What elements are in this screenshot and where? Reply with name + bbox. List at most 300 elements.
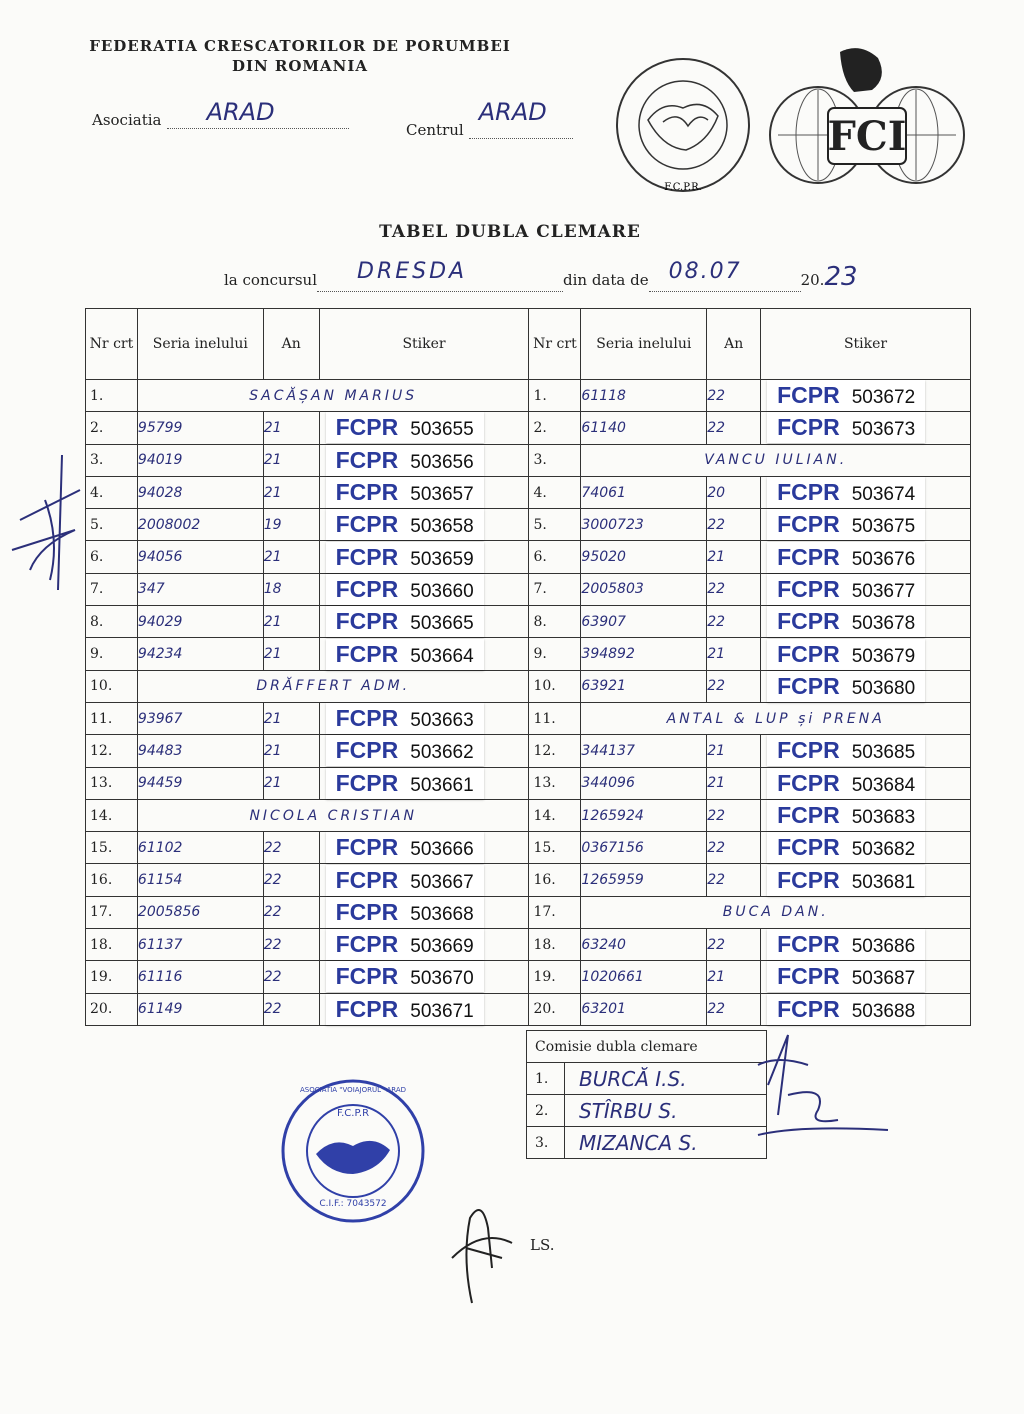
sticker-label [326,574,484,605]
federation-line2: DIN ROMANIA [231,57,369,75]
ring-year: 22 [263,896,319,928]
sticker-number: 503657 [410,484,474,506]
ring-series: 0367156 [581,832,707,864]
sticker-label [767,994,925,1025]
sticker-number: 503661 [410,774,474,796]
header-stiker-left: Stiker [319,309,529,380]
sticker-number: 503672 [851,387,916,409]
ring-year: 22 [707,799,761,831]
ring-year: 21 [263,702,319,734]
ring-series: 63240 [581,929,707,961]
row-number: 5. [86,509,138,541]
sticker-cell [761,509,971,541]
sticker-number: 503682 [851,839,916,861]
row-number: 7. [529,573,581,605]
stamp-abbr: F.C.P.R [336,1108,370,1119]
sticker-number: 503675 [851,516,916,538]
ring-series: 63921 [581,670,707,702]
sticker-number: 503669 [410,936,474,958]
sticker-cell [319,993,529,1025]
sticker-label [326,832,484,863]
table-row [86,573,971,605]
ring-series: 2008002 [137,509,263,541]
table-row [86,993,971,1025]
sticker-number: 503674 [851,484,916,506]
ring-series: 94028 [137,476,263,508]
owner-name: NICOLA CRISTIAN [137,799,529,831]
row-number: 6. [86,541,138,573]
ring-series: 94483 [137,735,263,767]
ring-series: 94234 [137,638,263,670]
sticker-prefix: FCPR [335,543,399,570]
commission-name: STÎRBU S. [565,1095,767,1127]
sticker-number: 503677 [851,580,916,602]
asociatia-value: ARAD [206,98,275,126]
sticker-number: 503664 [410,645,474,667]
sticker-number: 503665 [410,613,474,635]
sticker-cell [319,896,529,928]
ring-year: 22 [707,670,761,702]
owner-name: ANTAL & LUP și PRENA [581,702,971,734]
row-number: 4. [86,476,138,508]
row-number: 8. [529,606,581,638]
association-stamp [278,1076,428,1226]
sticker-prefix: FCPR [335,931,399,958]
header-seria-left: Seria inelului [137,309,263,380]
sticker-cell [761,767,971,799]
table-row [86,606,971,638]
commission-row [527,1095,767,1127]
president-signature [442,1198,522,1308]
sticker-cell [319,541,529,573]
fcpr-logo-abbr: F.C.P.R. [664,182,702,193]
table-row [86,799,971,831]
concurs-dots [317,259,563,292]
sticker-label [326,994,484,1025]
ring-year: 21 [263,606,319,638]
row-number: 2. [529,412,581,444]
sticker-label [326,929,484,960]
ring-series: 61137 [137,929,263,961]
table-row [86,896,971,928]
ring-year: 22 [707,606,761,638]
sticker-prefix: FCPR [777,608,840,635]
concurs-label: la concursul [224,271,317,289]
ring-series: 94056 [137,541,263,573]
sticker-number: 503663 [410,710,474,732]
ring-year: 19 [263,509,319,541]
commission-nr: 2. [527,1095,565,1127]
ring-year: 22 [263,929,319,961]
header-stiker-right: Stiker [761,309,971,380]
ring-series: 61102 [137,832,263,864]
ring-year: 21 [263,476,319,508]
sticker-number: 503673 [851,419,916,441]
sticker-cell [319,476,529,508]
row-number: 12. [86,735,138,767]
sticker-cell [761,541,971,573]
ring-year: 22 [707,929,761,961]
ring-year: 21 [707,735,761,767]
commission-title: Comisie dubla clemare [527,1031,767,1063]
sticker-label [767,961,925,992]
row-number: 16. [529,864,581,896]
sticker-cell [319,929,529,961]
header-seria-right: Seria inelului [581,309,707,380]
sticker-cell [319,702,529,734]
ring-year: 20 [707,476,761,508]
ring-year: 22 [707,993,761,1025]
sticker-prefix: FCPR [335,866,399,893]
ring-series: 61118 [581,380,707,412]
sticker-prefix: FCPR [335,834,399,861]
centrul-value: ARAD [478,98,547,126]
sticker-cell [761,606,971,638]
sticker-cell [319,735,529,767]
commission-nr: 1. [527,1063,565,1095]
ring-year: 22 [707,832,761,864]
table-row [86,735,971,767]
ring-year: 22 [263,864,319,896]
sticker-number: 503687 [851,968,916,990]
ring-year: 21 [263,638,319,670]
sticker-label [326,703,484,734]
row-number: 1. [86,380,138,412]
ring-year: 21 [263,541,319,573]
row-number: 1. [529,380,581,412]
owner-name: BUCA DAN. [581,896,971,928]
sticker-prefix: FCPR [777,995,840,1022]
sticker-label [767,574,925,605]
ls-label: LS. [530,1236,555,1254]
ring-series: 94029 [137,606,263,638]
ring-series: 1265924 [581,799,707,831]
sticker-prefix: FCPR [335,640,399,667]
sticker-cell [319,573,529,605]
sticker-cell [761,799,971,831]
data-dots [649,259,801,292]
ring-series: 3000723 [581,509,707,541]
sticker-prefix: FCPR [335,414,399,441]
ring-series: 61149 [137,993,263,1025]
sticker-label [767,832,925,863]
year-value: 23 [824,262,858,292]
row-number: 20. [86,993,138,1025]
sticker-cell [761,832,971,864]
data-label: din data de [563,271,649,289]
sticker-prefix: FCPR [777,834,840,861]
sticker-number: 503680 [851,677,916,699]
sticker-cell [761,670,971,702]
row-number: 11. [86,702,138,734]
ring-year: 22 [263,993,319,1025]
clemare-table [85,308,971,1026]
sticker-cell [319,961,529,993]
ring-series: 94019 [137,444,263,476]
row-number: 13. [529,767,581,799]
row-number: 17. [529,896,581,928]
row-number: 10. [529,670,581,702]
data-value: 08.07 [668,259,742,284]
row-number: 9. [529,638,581,670]
sticker-prefix: FCPR [777,575,840,602]
header-nr-right: Nr crt [529,309,581,380]
ring-series: 2005856 [137,896,263,928]
table-row [86,961,971,993]
ring-year: 22 [707,412,761,444]
row-number: 19. [86,961,138,993]
row-number: 5. [529,509,581,541]
sticker-number: 503662 [410,742,474,764]
owner-name: DRĂFFERT ADM. [137,670,529,702]
sticker-number: 503656 [410,451,474,473]
table-row [86,444,971,476]
ring-year: 21 [707,638,761,670]
sticker-label [767,542,925,573]
header-an-right: An [707,309,761,380]
asociatia-field [92,98,349,129]
sticker-label [767,606,925,637]
sticker-prefix: FCPR [777,931,840,958]
row-number: 20. [529,993,581,1025]
sticker-number: 503671 [410,1000,474,1022]
row-number: 15. [529,832,581,864]
row-number: 14. [86,799,138,831]
ring-year: 21 [263,412,319,444]
centrul-line [469,98,573,139]
sticker-cell [761,380,971,412]
sticker-prefix: FCPR [335,737,399,764]
fci-logo-text: FCI [827,113,907,160]
sticker-prefix: FCPR [777,769,840,796]
ring-series: 344096 [581,767,707,799]
commission-table [526,1030,767,1159]
ring-series: 344137 [581,735,707,767]
table-row [86,864,971,896]
sticker-cell [761,993,971,1025]
sticker-cell [319,509,529,541]
sticker-cell [761,476,971,508]
ring-series: 61154 [137,864,263,896]
row-number: 4. [529,476,581,508]
sticker-label [326,735,484,766]
ring-year: 22 [263,832,319,864]
sticker-label [326,639,484,670]
sticker-prefix: FCPR [335,511,399,538]
sticker-number: 503655 [410,419,474,441]
owner-name: SACĂȘAN MARIUS [137,380,529,412]
table-row [86,412,971,444]
table-row [86,767,971,799]
federation-line1: FEDERATIA CRESCATORILOR DE PORUMBEI [89,37,511,55]
ring-year: 22 [263,961,319,993]
sticker-number: 503659 [410,548,474,570]
sticker-prefix: FCPR [777,511,840,538]
sticker-label [326,768,484,799]
ring-series: 61140 [581,412,707,444]
sticker-label [767,639,925,670]
concurs-value: DRESDA [357,259,468,284]
sticker-label [767,735,925,766]
centrul-field [406,98,573,139]
ring-series: 61116 [137,961,263,993]
sticker-prefix: FCPR [777,543,840,570]
row-number: 11. [529,702,581,734]
asociatia-label: Asociatia [92,111,162,129]
ring-series: 1265959 [581,864,707,896]
table-row [86,476,971,508]
sticker-number: 503684 [851,774,916,796]
sticker-prefix: FCPR [777,866,840,893]
sticker-number: 503679 [851,645,916,667]
sticker-prefix: FCPR [335,898,399,925]
sticker-number: 503667 [410,871,474,893]
ring-series: 94459 [137,767,263,799]
sticker-label [767,800,925,831]
table-row [86,702,971,734]
row-number: 6. [529,541,581,573]
sticker-number: 503658 [410,516,474,538]
federation-title [80,36,520,76]
margin-signature [0,450,90,600]
ring-series: 95799 [137,412,263,444]
sticker-label [767,865,925,896]
sticker-cell [761,573,971,605]
sticker-cell [319,606,529,638]
ring-series: 63907 [581,606,707,638]
row-number: 10. [86,670,138,702]
sticker-label [767,768,925,799]
ring-year: 21 [707,961,761,993]
owner-name: VANCU IULIAN. [581,444,971,476]
sticker-number: 503685 [851,742,916,764]
sticker-prefix: FCPR [777,382,840,409]
sticker-label [326,477,484,508]
sticker-cell [319,864,529,896]
sticker-cell [319,412,529,444]
ring-year: 21 [707,767,761,799]
table-header-row [86,309,971,380]
row-number: 3. [86,444,138,476]
ring-year: 21 [263,735,319,767]
centrul-label: Centrul [406,121,464,139]
sticker-cell [761,929,971,961]
table-row [86,670,971,702]
commission-nr: 3. [527,1127,565,1159]
sticker-cell [761,864,971,896]
sticker-prefix: FCPR [777,414,840,441]
ring-series: 1020661 [581,961,707,993]
sticker-label [767,380,925,411]
sticker-cell [319,767,529,799]
sticker-prefix: FCPR [777,963,840,990]
table-row [86,541,971,573]
ring-series: 2005803 [581,573,707,605]
row-number: 12. [529,735,581,767]
row-number: 2. [86,412,138,444]
table-row [86,380,971,412]
row-number: 19. [529,961,581,993]
table-row [86,832,971,864]
sticker-label [326,865,484,896]
sticker-label [326,412,484,443]
sticker-label [326,897,484,928]
sticker-number: 503678 [851,613,916,635]
commission-name: MIZANCA S. [565,1127,767,1159]
table-row [86,509,971,541]
sticker-label [326,606,484,637]
row-number: 18. [86,929,138,961]
page-title: TABEL DUBLA CLEMARE [379,222,641,242]
sticker-cell [319,832,529,864]
sticker-prefix: FCPR [335,995,399,1022]
sticker-cell [761,638,971,670]
sticker-cell [761,961,971,993]
ring-year: 21 [263,767,319,799]
ring-series: 347 [137,573,263,605]
sticker-label [767,412,925,443]
header-an-left: An [263,309,319,380]
sticker-prefix: FCPR [335,446,399,473]
sticker-prefix: FCPR [335,479,399,506]
asociatia-line [167,98,349,129]
sticker-label [767,477,925,508]
sticker-prefix: FCPR [777,672,840,699]
sticker-label [326,961,484,992]
ring-year: 21 [263,444,319,476]
sticker-number: 503668 [410,903,474,925]
stamp-text: ASOCIATIA "VOIAJORUL" ARAD [300,1086,406,1094]
sticker-prefix: FCPR [335,705,399,732]
sticker-prefix: FCPR [335,963,399,990]
row-number: 15. [86,832,138,864]
ring-series: 394892 [581,638,707,670]
ring-series: 95020 [581,541,707,573]
sticker-label [326,542,484,573]
sticker-number: 503688 [851,1000,916,1022]
commission-row [527,1063,767,1095]
row-number: 16. [86,864,138,896]
sticker-label [326,445,484,476]
ring-series: 74061 [581,476,707,508]
sticker-number: 503666 [410,839,474,861]
sticker-number: 503681 [851,871,916,893]
sticker-prefix: FCPR [335,575,399,602]
sticker-prefix: FCPR [335,769,399,796]
commission-name: BURCĂ I.S. [565,1063,767,1095]
sticker-number: 503676 [851,548,916,570]
ring-series: 63201 [581,993,707,1025]
fci-logo [768,40,968,190]
ring-year: 21 [707,541,761,573]
row-number: 18. [529,929,581,961]
ring-year: 22 [707,380,761,412]
sticker-label [767,671,925,702]
ring-year: 22 [707,509,761,541]
stamp-cif: C.I.F.: 7043572 [319,1199,387,1209]
year-prefix: 20. [800,271,825,289]
table-row [86,638,971,670]
sticker-label [767,929,925,960]
row-number: 14. [529,799,581,831]
sticker-number: 503683 [851,807,916,828]
row-number: 3. [529,444,581,476]
header-nr-left: Nr crt [86,309,138,380]
sticker-cell [319,638,529,670]
ring-series: 93967 [137,702,263,734]
sticker-prefix: FCPR [777,737,840,764]
sticker-number: 503660 [410,580,474,602]
